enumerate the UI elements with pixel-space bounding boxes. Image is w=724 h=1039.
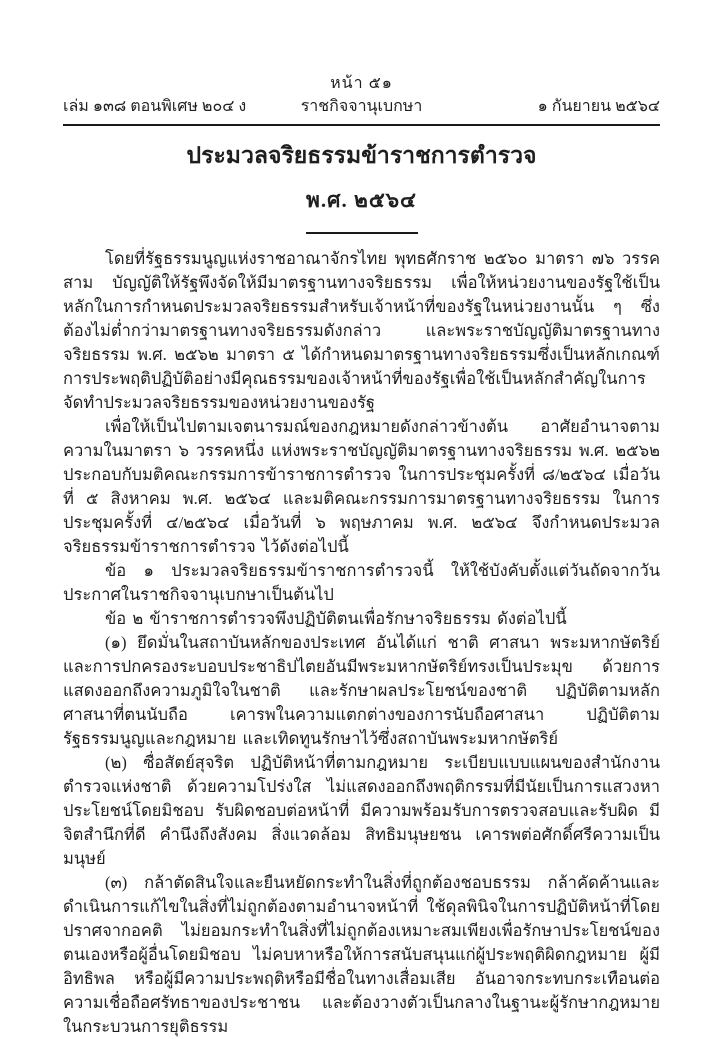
preamble-authority-paragraph: เพื่อให้เป็นไปตามเจตนารมณ์ของกฎหมายดังกล่าวข้างต้น อาศัยอำนาจตามความในมาตรา ๖ วรรคหนึ่ง แห่งพระราชบัญญัติมาตรฐานทางจริยธรรม พ.ศ. ๒๕๖๒ ประกอบกับมติคณะกรรมการข้าราชการตำรวจ ในการประชุมครั้งที่ ๘/๒๕๖๔ เมื่อวันที่ ๕ สิงหาคม พ.ศ. ๒๕๖๔ และมติคณะกรรมการมาตรฐานทางจริยธรรม ในการประชุมครั้งที่ ๔/๒๕๖๔ เมื่อวันที่ ๖ พฤษภาคม พ.ศ. ๒๕๖๔ จึงกำหนดประมวลจริยธรรมข้าราชการตำรวจ ไว้ดังต่อไปนี้ <box>63 416 660 556</box>
page-content <box>63 73 660 1039</box>
preamble-constitution-paragraph: โดยที่รัฐธรรมนูญแห่งราชอาณาจักรไทย พุทธศักราช ๒๕๖๐ มาตรา ๗๖ วรรคสาม บัญญัติให้รัฐพึงจัดให้มีมาตรฐานทางจริยธรรม เพื่อให้หน่วยงานของรัฐใช้เป็นหลักในการกำหนดประมวลจริยธรรมสำหรับเจ้าหน้าที่ของรัฐในหน่วยงานนั้น ๆ ซึ่งต้องไม่ต่ำกว่ามาตรฐานทางจริยธรรมดังกล่าว และพระราชบัญญัติมาตรฐานทางจริยธรรม พ.ศ. ๒๕๖๒ มาตรา ๕ ได้กำหนดมาตรฐานทางจริยธรรมซึ่งเป็นหลักเกณฑ์การประพฤติปฏิบัติอย่างมีคุณธรรมของเจ้าหน้าที่ของรัฐเพื่อใช้เป็นหลักสำคัญในการจัดทำประมวลจริยธรรมของหน่วยงานของรัฐ <box>63 248 660 412</box>
clause-2-item-1-paragraph: (๑) ยึดมั่นในสถาบันหลักของประเทศ อันได้แก่ ชาติ ศาสนา พระมหากษัตริย์ และการปกครองระบอบประชาธิปไตยอันมีพระมหากษัตริย์ทรงเป็นประมุข ด้วยการแสดงออกถึงความภูมิใจในชาติ และรักษาผลประโยชน์ของชาติ ปฏิบัติตามหลักศาสนาที่ตนนับถือ เคารพในความแตกต่างของการนับถือศาสนา ปฏิบัติตามรัฐธรรมนูญและกฎหมาย และเทิดทูนรักษาไว้ซึ่งสถาบันพระมหากษัตริย์ <box>63 632 660 748</box>
title-divider <box>306 232 418 234</box>
gazette-header <box>63 73 660 126</box>
gazette-header-row <box>63 96 660 118</box>
header-rule-divider <box>63 124 660 126</box>
document-body <box>63 247 660 1039</box>
clause-1-paragraph: ข้อ ๑ ประมวลจริยธรรมข้าราชการตำรวจนี้ ให้ใช้บังคับตั้งแต่วันถัดจากวันประกาศในราชกิจจานุเบกษาเป็นต้นไป <box>63 560 660 604</box>
volume-issue-label: เล่ม ๑๓๘ ตอนพิเศษ ๒๐๔ ง <box>63 98 247 115</box>
clause-2-item-2-paragraph: (๒) ซื่อสัตย์สุจริต ปฏิบัติหน้าที่ตามกฎหมาย ระเบียบแบบแผนของสำนักงานตำรวจแห่งชาติ ด้วยความโปร่งใส ไม่แสดงออกถึงพฤติกรรมที่มีนัยเป็นการแสวงหาประโยชน์โดยมิชอบ รับผิดชอบต่อหน้าที่ มีความพร้อมรับการตรวจสอบและรับผิด มีจิตสำนึกที่ดี คำนึงถึงสังคม สิ่งแวดล้อม สิทธิมนุษยชน เคารพต่อศักดิ์ศรีความเป็นมนุษย์ <box>63 752 660 868</box>
document-subtitle: พ.ศ. ๒๕๖๔ <box>306 188 417 213</box>
document-title: ประมวลจริยธรรมข้าราชการตำรวจ <box>186 143 537 168</box>
gazette-name-label: ราชกิจจานุเบกษา <box>300 98 423 115</box>
page-number-label: หน้า ๕๑ <box>330 75 393 92</box>
clause-2-paragraph: ข้อ ๒ ข้าราชการตำรวจพึงปฏิบัติตนเพื่อรักษาจริยธรรม ดังต่อไปนี้ <box>105 608 567 628</box>
publication-date-label: ๑ กันยายน ๒๕๖๔ <box>537 98 661 115</box>
clause-2-item-3-paragraph: (๓) กล้าตัดสินใจและยืนหยัดกระทำในสิ่งที่ถูกต้องชอบธรรม กล้าคัดค้านและดำเนินการแก้ไขในสิ่งที่ไม่ถูกต้องตามอำนาจหน้าที่ ใช้ดุลพินิจในการปฏิบัติหน้าที่โดยปราศจากอคติ ไม่ยอมกระทำในสิ่งที่ไม่ถูกต้องเหมาะสมเพียงเพื่อรักษาประโยชน์ของตนเองหรือผู้อื่นโดยมิชอบ ไม่คบหาหรือให้การสนับสนุนแก่ผู้ประพฤติผิดกฎหมาย ผู้มีอิทธิพล หรือผู้มีความประพฤติหรือมีชื่อในทางเสื่อมเสีย อันอาจกระทบกระเทือนต่อความเชื่อถือศรัทธาของประชาชน และต้องวางตัวเป็นกลางในฐานะผู้รักษากฎหมายในกระบวนการยุติธรรม <box>63 872 660 1036</box>
